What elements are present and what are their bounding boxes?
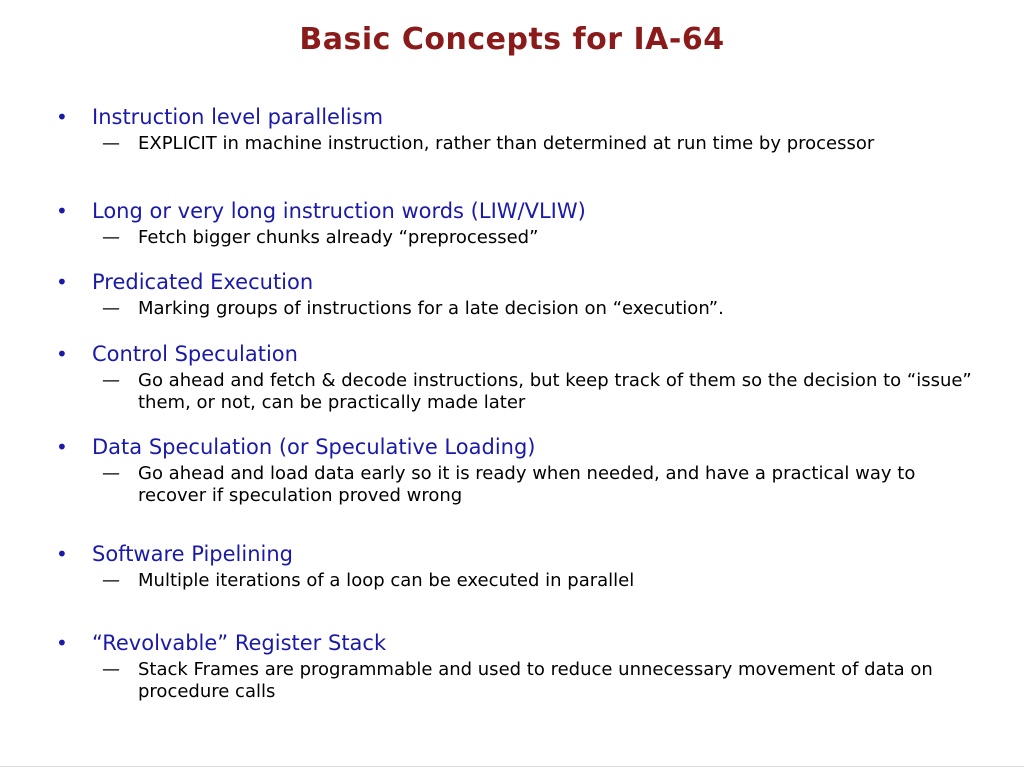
bullet-label: Predicated Execution <box>92 270 314 294</box>
bullet-marker: • <box>56 542 68 566</box>
bullet-label: Long or very long instruction words (LIW/VLIW) <box>92 199 586 223</box>
sub-bullet-text: Multiple iterations of a loop can be executed in parallel <box>138 570 635 591</box>
sub-bullet-text: EXPLICIT in machine instruction, rather than determined at run time by processor <box>138 133 875 154</box>
bullet-label: Data Speculation (or Speculative Loading) <box>92 435 536 459</box>
dash-marker: — <box>102 227 120 248</box>
bullet-label: Instruction level parallelism <box>92 105 384 129</box>
sub-bullet-text: Go ahead and load data early so it is ready when needed, and have a practical way to recover if speculation proved wrong <box>138 463 916 506</box>
bullet-marker: • <box>56 105 68 129</box>
sub-bullet-text: Stack Frames are programmable and used to reduce unnecessary movement of data on procedure calls <box>138 659 933 702</box>
bottom-divider <box>0 766 1024 767</box>
sub-bullet-text: Go ahead and fetch & decode instructions, but keep track of them so the decision to “issue” them, or not, can be practically made later <box>138 370 972 413</box>
bullet-marker: • <box>56 435 68 459</box>
dash-marker: — <box>102 298 120 319</box>
sub-bullet-text: Marking groups of instructions for a late decision on “execution”. <box>138 298 724 319</box>
slide-title: Basic Concepts for IA-64 <box>299 22 725 57</box>
bullet-label: “Revolvable” Register Stack <box>92 631 387 655</box>
bullet-marker: • <box>56 631 68 655</box>
dash-marker: — <box>102 370 120 391</box>
dash-marker: — <box>102 133 120 154</box>
bullet-label: Control Speculation <box>92 342 298 366</box>
dash-marker: — <box>102 570 120 591</box>
bullet-marker: • <box>56 199 68 223</box>
sub-bullet-text: Fetch bigger chunks already “preprocessed” <box>138 227 539 248</box>
bullet-marker: • <box>56 342 68 366</box>
dash-marker: — <box>102 659 120 680</box>
bullet-label: Software Pipelining <box>92 542 293 566</box>
dash-marker: — <box>102 463 120 484</box>
bullet-marker: • <box>56 270 68 294</box>
